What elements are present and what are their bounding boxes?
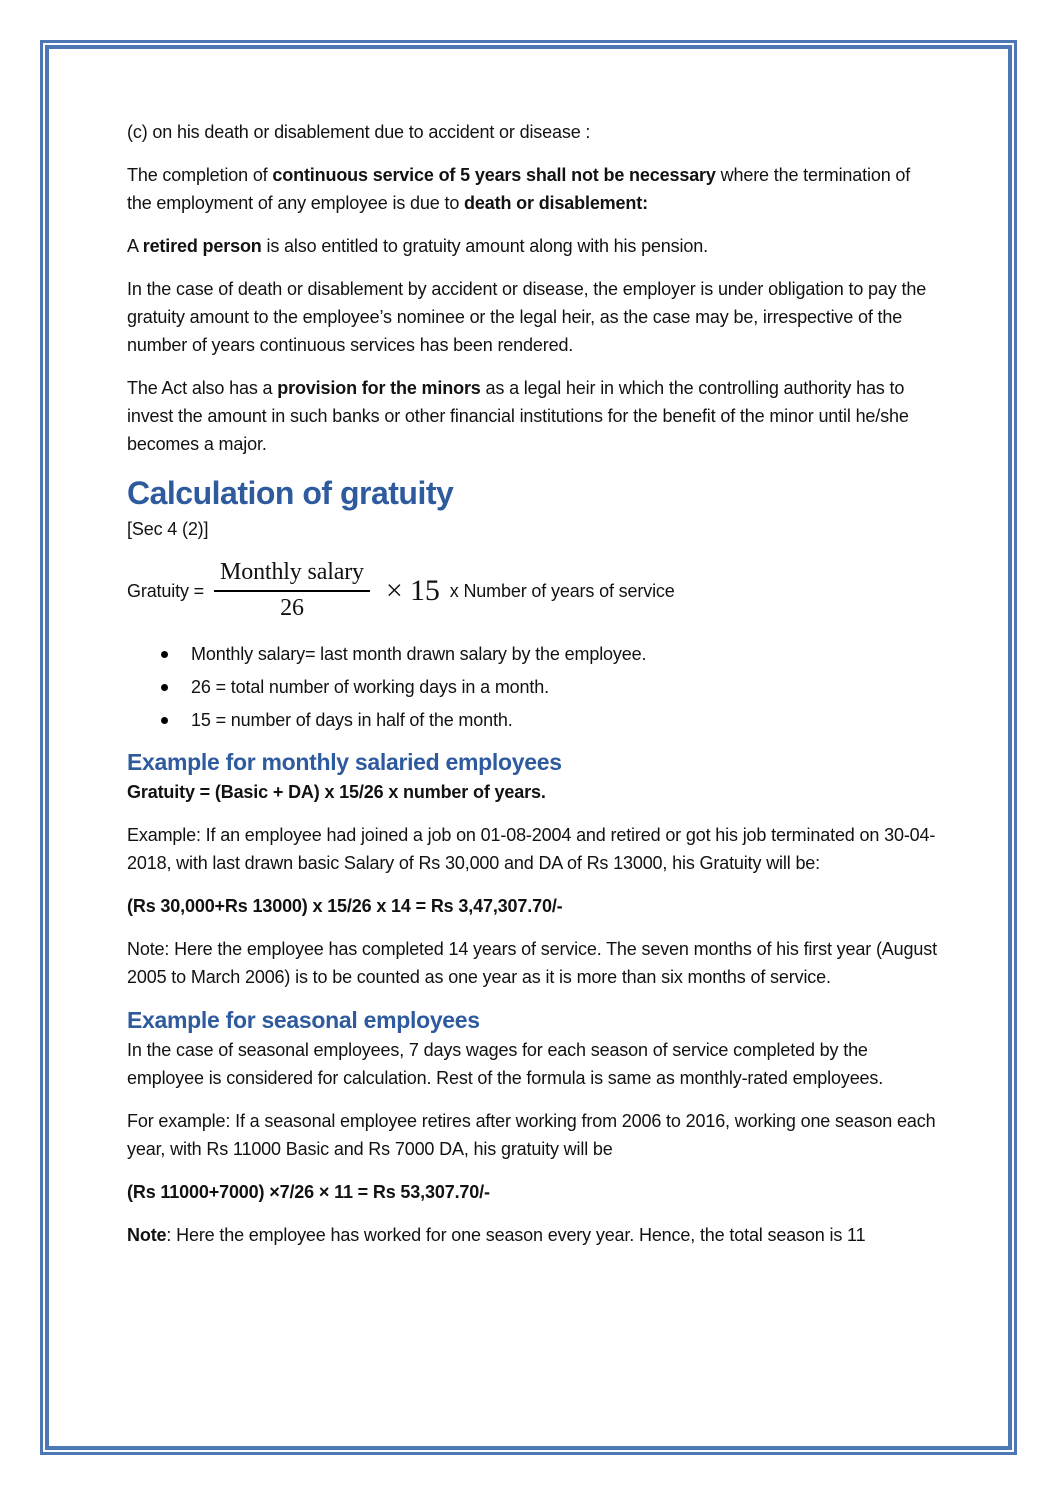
bullet-icon	[161, 651, 168, 658]
document-content	[127, 118, 939, 1264]
bullet-icon	[161, 717, 168, 724]
bullet-icon	[161, 684, 168, 691]
paragraph-seasonal-example-text: For example: If a seasonal employee retires after working from 2006 to 2016, working one season each year, with Rs 11000 Basic and Rs 7000 DA, his gratuity will be	[127, 1111, 936, 1160]
text-segment-bold: provision for the minors	[277, 378, 481, 398]
paragraph-seasonal-calculation: (Rs 11000+7000) ×7/26 × 11 = Rs 53,307.70/-	[127, 1182, 490, 1203]
list-item	[127, 640, 939, 668]
formula-lhs: Gratuity =	[127, 580, 205, 601]
text-segment: The completion of	[127, 165, 273, 185]
formula-rhs: x Number of years of service	[449, 580, 675, 601]
heading-calculation-of-gratuity: Calculation of gratuity	[127, 475, 454, 511]
formula-multiplier: × 15	[385, 573, 440, 607]
formula-fraction	[214, 559, 370, 622]
paragraph-monthly-formula: Gratuity = (Basic + DA) x 15/26 x number of years.	[127, 782, 546, 803]
paragraph-clause-c: (c) on his death or disablement due to accident or disease :	[127, 122, 591, 142]
text-segment-bold: continuous service of 5 years shall not be necessary	[272, 165, 716, 185]
heading-monthly-salaried-example: Example for monthly salaried employees	[127, 749, 562, 776]
text-segment-bold: death or disablement:	[464, 193, 648, 213]
text-segment: as a legal heir in which the controlling authority has to invest the amount in such banks or other financial institutions for the benefit of the minor until he/she becomes a major.	[127, 378, 909, 454]
text-segment: where the termination of the employment of any employee is due to	[127, 165, 911, 213]
paragraph-seasonal-note	[127, 1221, 939, 1249]
list-item	[127, 706, 939, 734]
text-segment-bold: Note	[127, 1225, 167, 1246]
paragraph-minors-provision	[127, 374, 939, 458]
gratuity-formula	[127, 559, 939, 622]
text-segment: is also entitled to gratuity amount along with his pension.	[261, 236, 708, 256]
paragraph-monthly-calculation: (Rs 30,000+Rs 13000) x 15/26 x 14 = Rs 3,47,307.70/-	[127, 896, 563, 917]
heading-seasonal-example: Example for seasonal employees	[127, 1007, 480, 1034]
list-item-text: Monthly salary= last month drawn salary by the employee.	[191, 644, 647, 665]
formula-denominator: 26	[280, 594, 304, 621]
list-item-text: 15 = number of days in half of the month.	[191, 710, 513, 731]
formula-numerator: Monthly salary	[214, 559, 370, 592]
formula-terms-list	[127, 640, 939, 734]
text-segment: A	[127, 236, 143, 256]
text-segment: : Here the employee has worked for one season every year. Hence, the total season is 11	[166, 1225, 866, 1246]
text-segment-bold: retired person	[142, 236, 262, 256]
paragraph-completion	[127, 161, 939, 217]
section-reference: [Sec 4 (2)]	[127, 519, 209, 539]
paragraph-monthly-note: Note: Here the employee has completed 14 years of service. The seven months of his first year (August 2005 to March 2006) is to be counted as one year as it is more than six months of service.	[127, 939, 937, 988]
text-segment: The Act also has a	[127, 378, 278, 398]
paragraph-retired-person	[127, 232, 939, 260]
list-item	[127, 673, 939, 701]
paragraph-monthly-example-text: Example: If an employee had joined a job on 01-08-2004 and retired or got his job terminated on 30-04-2018, with last drawn basic Salary of Rs 30,000 and DA of Rs 13000, his Gratuity will be:	[127, 825, 936, 874]
paragraph-death-case: In the case of death or disablement by accident or disease, the employer is under obligation to pay the gratuity amount to the employee’s nominee or the legal heir, as the case may be, irrespective of the number of years continuous services has been rendered.	[127, 279, 927, 355]
paragraph-seasonal-description: In the case of seasonal employees, 7 days wages for each season of service completed by the employee is considered for calculation. Rest of the formula is same as monthly-rated employees.	[127, 1040, 884, 1089]
list-item-text: 26 = total number of working days in a month.	[191, 677, 549, 698]
